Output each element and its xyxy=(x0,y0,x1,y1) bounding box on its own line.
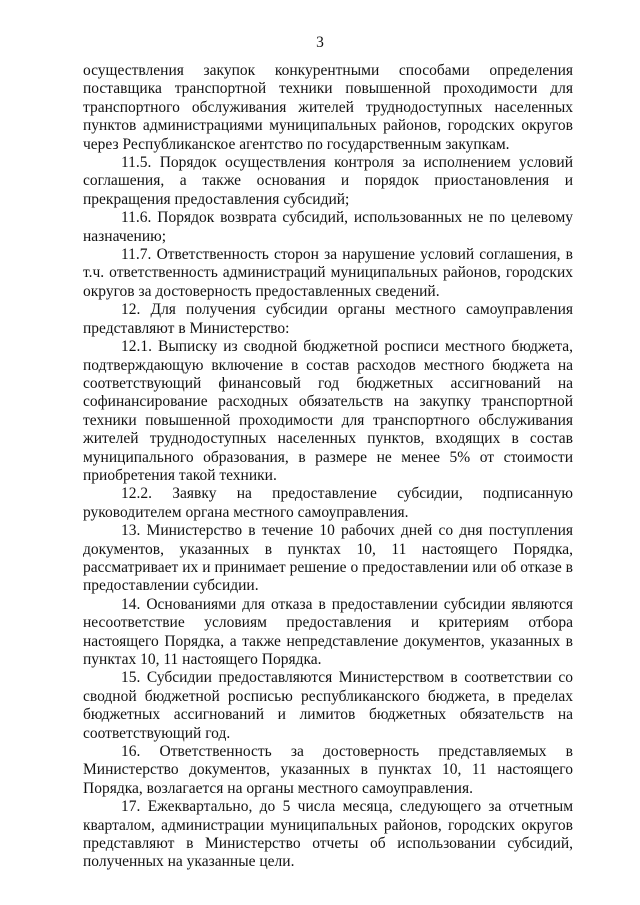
page-number: 3 xyxy=(316,34,324,51)
paragraph-p11-6: 11.6. Порядок возврата субсидий, использованных не по целевому назначению; xyxy=(83,209,573,245)
paragraph-p16: 16. Ответственность за достоверность представляемых в Министерство документов, указанных в пунктах 10, 11 настоящего Порядка, возлагается на органы местного самоуправления. xyxy=(83,743,573,797)
paragraph-p17: 17. Ежеквартально, до 5 числа месяца, следующего за отчетным кварталом, администрации муниципальных районов, городских округов представляют в Министерство отчеты об использовании субсидий, полученных на указанные цели. xyxy=(83,798,573,871)
paragraph-p11-5: 11.5. Порядок осуществления контроля за исполнением условий соглашения, а также основания и порядок приостановления и прекращения предоставления субсидий; xyxy=(83,154,573,208)
document-body xyxy=(83,62,573,872)
paragraph-p15: 15. Субсидии предоставляются Министерством в соответствии со сводной бюджетной росписью республиканского бюджета, в пределах бюджетных ассигнований и лимитов бюджетных обязательств на соответствующий год. xyxy=(83,669,573,742)
paragraph-p12: 12. Для получения субсидии органы местного самоуправления представляют в Министерство: xyxy=(83,301,573,337)
paragraph-p11-7: 11.7. Ответственность сторон за нарушение условий соглашения, в т.ч. ответственность администраций муниципальных районов, городских округов за достоверность предоставленных сведений. xyxy=(83,246,573,300)
paragraph-p0: осуществления закупок конкурентными способами определения поставщика транспортной техники повышенной проходимости для транспортного обслуживания жителей труднодоступных населенных пунктов администрациями муниципальных районов, городских округов через Республиканское агентство по государственным закупкам. xyxy=(83,62,573,153)
paragraph-p12-2: 12.2. Заявку на предоставление субсидии, подписанную руководителем органа местного самоуправления. xyxy=(83,485,573,521)
paragraph-p13: 13. Министерство в течение 10 рабочих дней со дня поступления документов, указанных в пунктах 10, 11 настоящего Порядка, рассматривает их и принимает решение о предоставлении или об отказе в предоставлении субсидии. xyxy=(83,522,573,595)
paragraph-p14: 14. Основаниями для отказа в предоставлении субсидии являются несоответствие условиям предоставления и критериям отбора настоящего Порядка, а также непредставление документов, указанных в пунктах 10, 11 настоящего Порядка. xyxy=(83,595,573,668)
paragraph-p12-1: 12.1. Выписку из сводной бюджетной росписи местного бюджета, подтверждающую включение в состав расходов местного бюджета на соответствующий финансовый год бюджетных ассигнований на софинансирование расходных обязательств на закупку транспортной техники повышенной проходимости для транспортного обслуживания жителей труднодоступных населенных пунктов, входящих в состав муниципального образования, в размере не менее 5% от стоимости приобретения такой техники. xyxy=(83,338,573,484)
